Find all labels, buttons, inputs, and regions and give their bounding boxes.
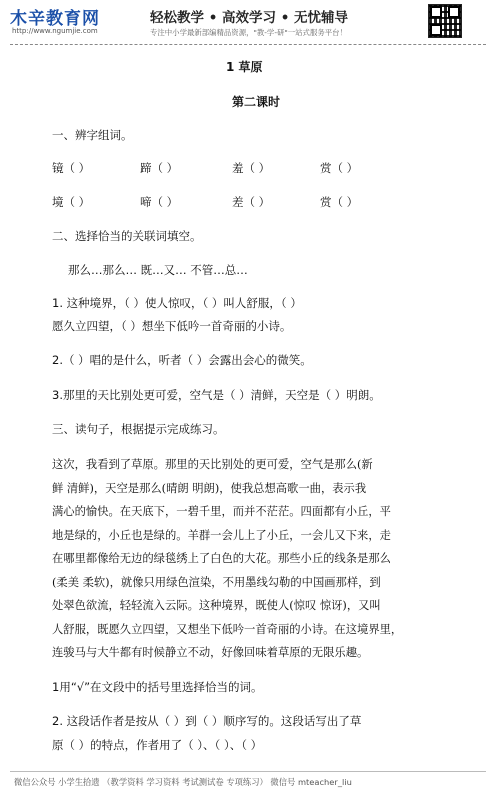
header-divider: [10, 44, 486, 46]
word-item: 羞（ ）: [232, 161, 271, 175]
question-3: 3.那里的天比别处更可爱，空气是（ ）清鲜，天空是（ ）明朗。: [52, 388, 381, 402]
qr-code-icon: [428, 4, 462, 38]
passage-line: 鲜 清鲜)，天空是那么(晴朗 明朗)，使我总想高歌一曲，表示我: [52, 482, 367, 495]
word-item: 镜（ ）: [52, 161, 91, 175]
word-item: 境（ ）: [52, 195, 91, 209]
passage-line: 满心的愉快。在天底下，一碧千里，而并不茫茫。四面都有小丘，平: [52, 505, 391, 518]
word-item: 蹄（ ）: [140, 161, 179, 175]
passage-line: 处翠色欲流，轻轻流入云际。这种境界，既使人(惊叹 惊讶)，又叫: [52, 599, 381, 612]
site-url: http://www.ngumjie.com: [12, 27, 98, 35]
lesson-title: 1 草原: [226, 60, 263, 74]
practice-2-line-2: 原（ ）的特点，作者用了（ ）、（ ）、（ ）: [52, 738, 263, 752]
question-2: 2.（ ）唱的是什么，听者（ ）会露出会心的微笑。: [52, 353, 312, 367]
word-item: 啼（ ）: [140, 195, 179, 209]
passage-line: 人舒服，既愿久立四望，又想坐下低吟一首奇丽的小诗。在这境界里，: [52, 623, 403, 636]
passage-line: 这次，我看到了草原。那里的天比别处的更可爱，空气是那么(新: [52, 458, 373, 471]
footer-divider: [10, 771, 486, 772]
site-brand-logo: 木辛教育网: [10, 9, 100, 29]
question-1-line-1: 1. 这种境界，（ ）使人惊叹，（ ）叫人舒服，（ ）: [52, 296, 302, 310]
word-item: 赏（ ）: [320, 195, 359, 209]
passage-line: 地是绿的，小丘也是绿的。羊群一会儿上了小丘，一会儿又下来，走: [52, 529, 391, 542]
word-item: 差（ ）: [232, 195, 271, 209]
header-subtitle: 专注中小学最新部编精品资源，"教-学-研"一站式服务平台！: [150, 28, 347, 37]
word-item: 赏（ ）: [320, 161, 359, 175]
section-1-heading: 一、辨字组词。: [52, 128, 133, 142]
passage-line: (柔美 柔软)，就像只用绿色渲染，不用墨线勾勒的中国画那样，到: [52, 576, 381, 589]
passage-line: 连骏马与大牛都有时候静立不动，好像回味着草原的无限乐趣。: [52, 646, 369, 659]
question-1-line-2: 愿久立四望，（ ）想坐下低吟一首奇丽的小诗。: [52, 319, 292, 333]
practice-2-line-1: 2. 这段话作者是按从（ ）到（ ）顺序写的。这段话写出了草: [52, 714, 362, 728]
section-2-heading: 二、选择恰当的关联词填空。: [52, 229, 202, 243]
passage-line: 在哪里都像给无边的绿毯绣上了白色的大花。那些小丘的线条是那么: [52, 552, 391, 565]
conjunction-options: 那么…那么… 既…又… 不管…总…: [68, 263, 248, 277]
section-3-heading: 三、读句子，根据提示完成练习。: [52, 422, 225, 436]
lesson-subtitle: 第二课时: [232, 95, 281, 109]
footer-text: 微信公众号 小学生拾遗 （教学资料 学习资料 考试测试卷 专项练习） 微信号 mteacher_liu: [14, 777, 352, 787]
header-slogan: 轻松教学 • 高效学习 • 无忧辅导: [150, 10, 349, 26]
practice-1: 1用“√”在文段中的括号里选择恰当的词。: [52, 680, 263, 694]
